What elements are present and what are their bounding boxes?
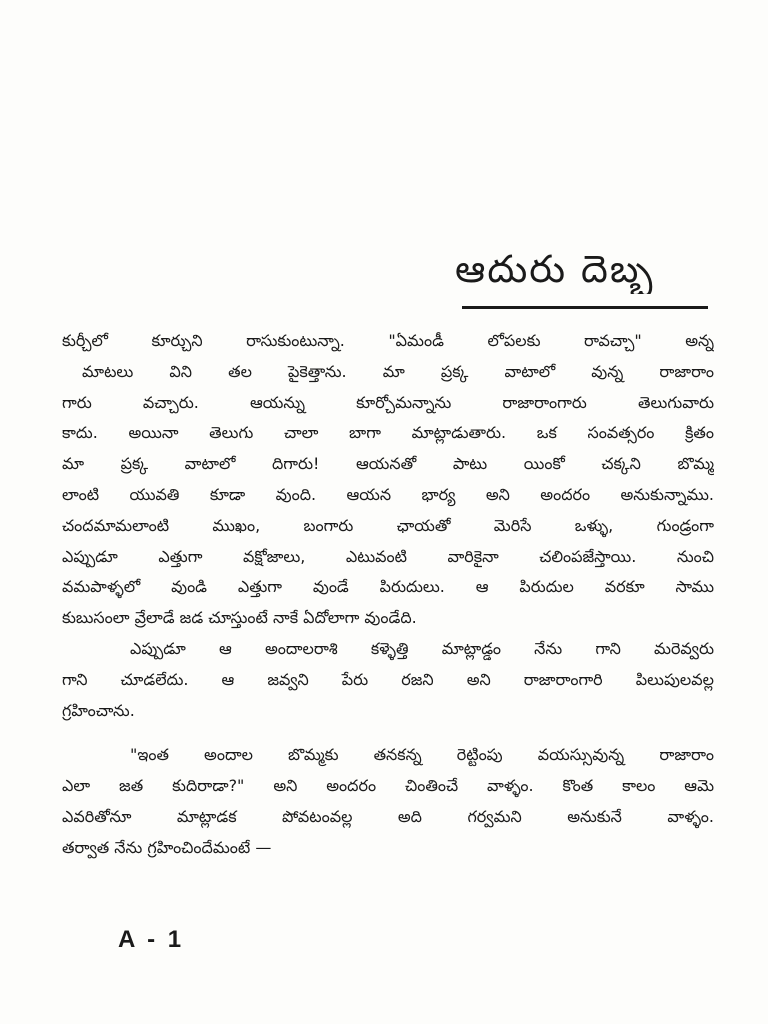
text-line: ఎప్పుడూ ఎత్తుగా వక్షోజాలు, ఎటువంటి వారికైనా చలింపజేస్తాయి. నుంచి xyxy=(62,546,714,566)
page-number: A - 1 xyxy=(118,926,185,953)
text-line: లాంటి యువతి కూడా వుంది. ఆయన భార్య అని అందరం అనుకున్నాము. xyxy=(62,484,714,504)
text-line: కుబుసంలా వ్రేలాడే జడ చూస్తుంటే నాకే ఏదోలాగా వుండేది. xyxy=(62,608,417,628)
text-line: ఎవరితోనూ మాట్లాడక పోవటంవల్ల అది గర్వమని అనుకునే వాళ్ళం. xyxy=(62,806,714,826)
paragraph xyxy=(62,326,714,634)
text-line: కాదు. అయినా తెలుగు చాలా బాగా మాట్లాడుతారు. ఒక సంవత్సరం క్రితం xyxy=(62,423,714,443)
text-line: తర్వాత నేను గ్రహించిందేమంటే — xyxy=(62,837,272,857)
text-line: "ఇంత అందాల బొమ్మకు తనకన్న రెట్టింపు వయస్సువున్న రాజారాం xyxy=(130,745,714,765)
paragraph xyxy=(62,740,714,863)
text-line: గాని చూడలేదు. ఆ జవ్వని పేరు రజని అని రాజారాంగారి పిలుపులవల్ల xyxy=(62,669,714,689)
text-line: కుర్చీలో కూర్చుని రాసుకుంటున్నా. "ఏమండీ లోపలకు రావచ్చా" అన్న xyxy=(62,331,714,350)
story-title: ఆదురు దెబ్బ xyxy=(455,247,655,291)
text-line: వమపాళ్ళలో వుండి ఎత్తుగా వుండే పిరుదులు. ఆ పిరుదుల వరకూ సాము xyxy=(62,577,714,597)
text-line: ఎప్పుడూ ఆ అందాలరాశి కళ్ళెత్తి మాట్లాడ్డం నేను గాని మరెవ్వరు xyxy=(130,638,714,658)
text-line: మా ప్రక్క వాటాలో దిగారు! ఆయనతో పాటు యింకో చక్కని బొమ్మ xyxy=(62,454,714,474)
text-line: చందమామలాంటి ముఖం, బంగారు ఛాయతో మెరిసే ఒళ్ళు, గుండ్రంగా xyxy=(62,515,714,535)
paragraph xyxy=(62,634,714,726)
text-line: గారు వచ్చారు. ఆయన్ను కూర్చోమన్నాను రాజారాంగారు తెలుగువారు xyxy=(62,392,714,412)
title-underline xyxy=(462,306,708,309)
story-body xyxy=(62,326,714,864)
text-line: గ్రహించాను. xyxy=(62,700,135,720)
text-line: మాటలు విని తల పైకెత్తాను. మా ప్రక్క వాటాలో వున్న రాజారాం xyxy=(82,361,714,381)
text-line: ఎలా జత కుదిరాడా?" అని అందరం చింతించే వాళ్ళం. కొంత కాలం ఆమె xyxy=(62,776,714,796)
